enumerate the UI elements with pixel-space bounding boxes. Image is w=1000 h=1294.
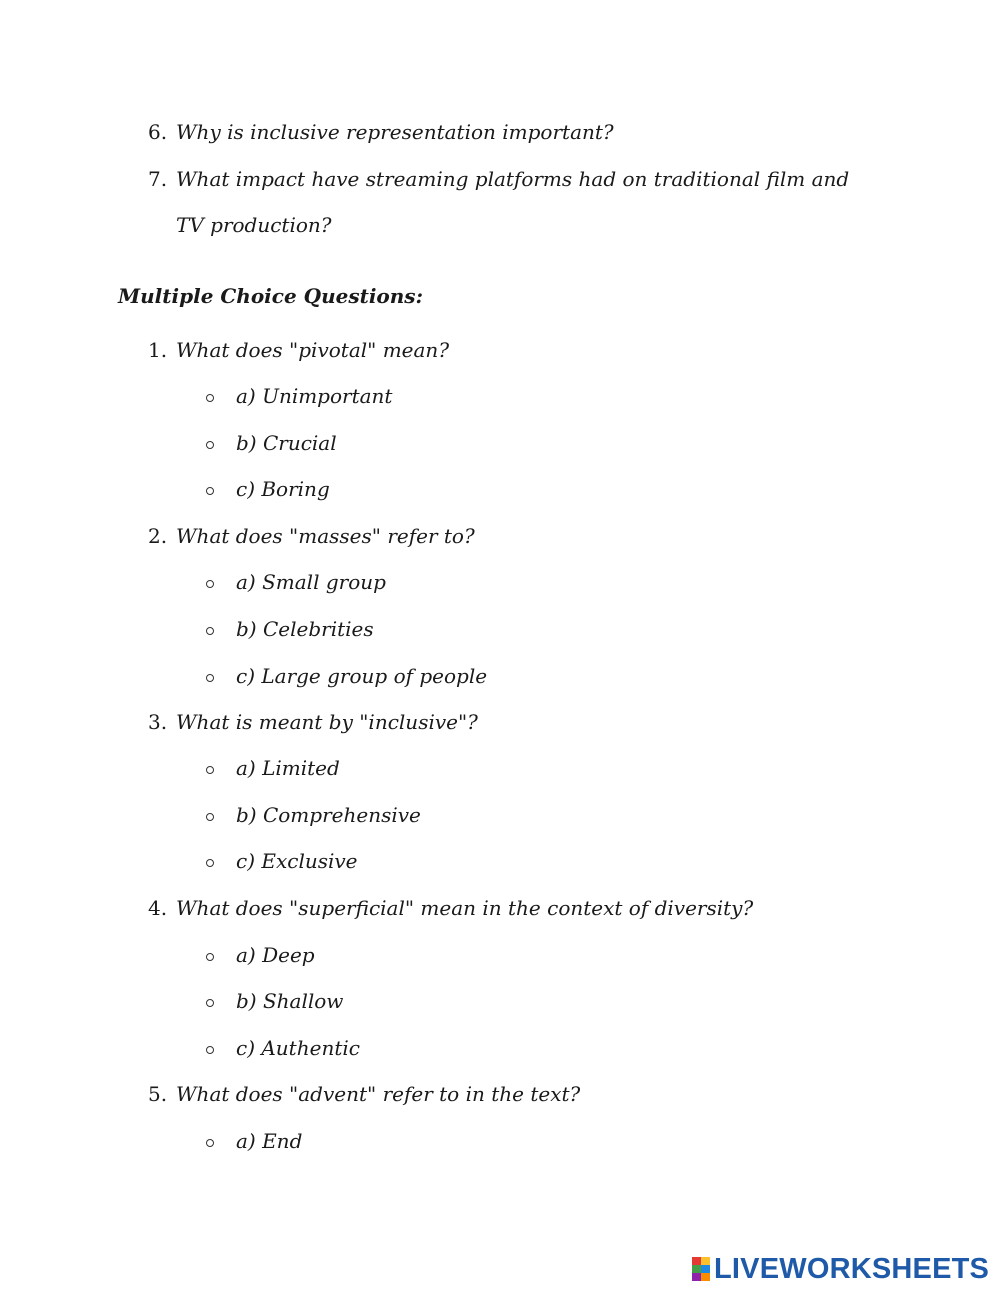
section-heading: Multiple Choice Questions: bbox=[118, 284, 423, 308]
option-bullet-icon[interactable] bbox=[206, 766, 214, 774]
mc-option[interactable]: a) Deep bbox=[236, 943, 315, 967]
mc-option[interactable]: b) Celebrities bbox=[236, 617, 374, 641]
option-bullet-icon[interactable] bbox=[206, 953, 214, 961]
mc-option[interactable]: a) End bbox=[236, 1129, 303, 1153]
question-number: 7. bbox=[148, 167, 168, 191]
question-number: 6. bbox=[148, 120, 168, 144]
mc-option[interactable]: c) Large group of people bbox=[236, 664, 488, 688]
option-bullet-icon[interactable] bbox=[206, 487, 214, 495]
option-bullet-icon[interactable] bbox=[206, 394, 214, 402]
mc-question-number: 1. bbox=[148, 338, 168, 362]
question-text-continuation: TV production? bbox=[176, 213, 332, 237]
mc-option[interactable]: c) Exclusive bbox=[236, 849, 358, 873]
mc-question-text: What does "advent" refer to in the text? bbox=[176, 1082, 581, 1106]
option-bullet-icon[interactable] bbox=[206, 580, 214, 588]
mc-option[interactable]: c) Authentic bbox=[236, 1036, 360, 1060]
mc-question-text: What does "masses" refer to? bbox=[176, 524, 475, 548]
mc-question-number: 3. bbox=[148, 710, 168, 734]
mc-question-number: 2. bbox=[148, 524, 168, 548]
mc-option[interactable]: a) Limited bbox=[236, 756, 340, 780]
option-bullet-icon[interactable] bbox=[206, 813, 214, 821]
mc-question-number: 4. bbox=[148, 896, 168, 920]
mc-question-text: What does "superficial" mean in the context of diversity? bbox=[176, 896, 754, 920]
mc-question-text: What is meant by "inclusive"? bbox=[176, 710, 478, 734]
mc-option[interactable]: c) Boring bbox=[236, 477, 330, 501]
mc-option[interactable]: b) Comprehensive bbox=[236, 803, 421, 827]
mc-option[interactable]: a) Unimportant bbox=[236, 384, 393, 408]
option-bullet-icon[interactable] bbox=[206, 859, 214, 867]
logo-mark-icon bbox=[692, 1257, 710, 1281]
mc-option[interactable]: b) Crucial bbox=[236, 431, 337, 455]
question-text: Why is inclusive representation important? bbox=[176, 120, 614, 144]
logo-text: LIVEWORKSHEETS bbox=[714, 1253, 990, 1285]
mc-option[interactable]: a) Small group bbox=[236, 570, 386, 594]
option-bullet-icon[interactable] bbox=[206, 441, 214, 449]
option-bullet-icon[interactable] bbox=[206, 627, 214, 635]
option-bullet-icon[interactable] bbox=[206, 1046, 214, 1054]
option-bullet-icon[interactable] bbox=[206, 1139, 214, 1147]
mc-question-text: What does "pivotal" mean? bbox=[176, 338, 450, 362]
mc-option[interactable]: b) Shallow bbox=[236, 989, 344, 1013]
mc-question-number: 5. bbox=[148, 1082, 168, 1106]
question-text: What impact have streaming platforms had on traditional film and bbox=[176, 167, 850, 191]
option-bullet-icon[interactable] bbox=[206, 999, 214, 1007]
liveworksheets-logo bbox=[692, 1254, 989, 1284]
option-bullet-icon[interactable] bbox=[206, 674, 214, 682]
